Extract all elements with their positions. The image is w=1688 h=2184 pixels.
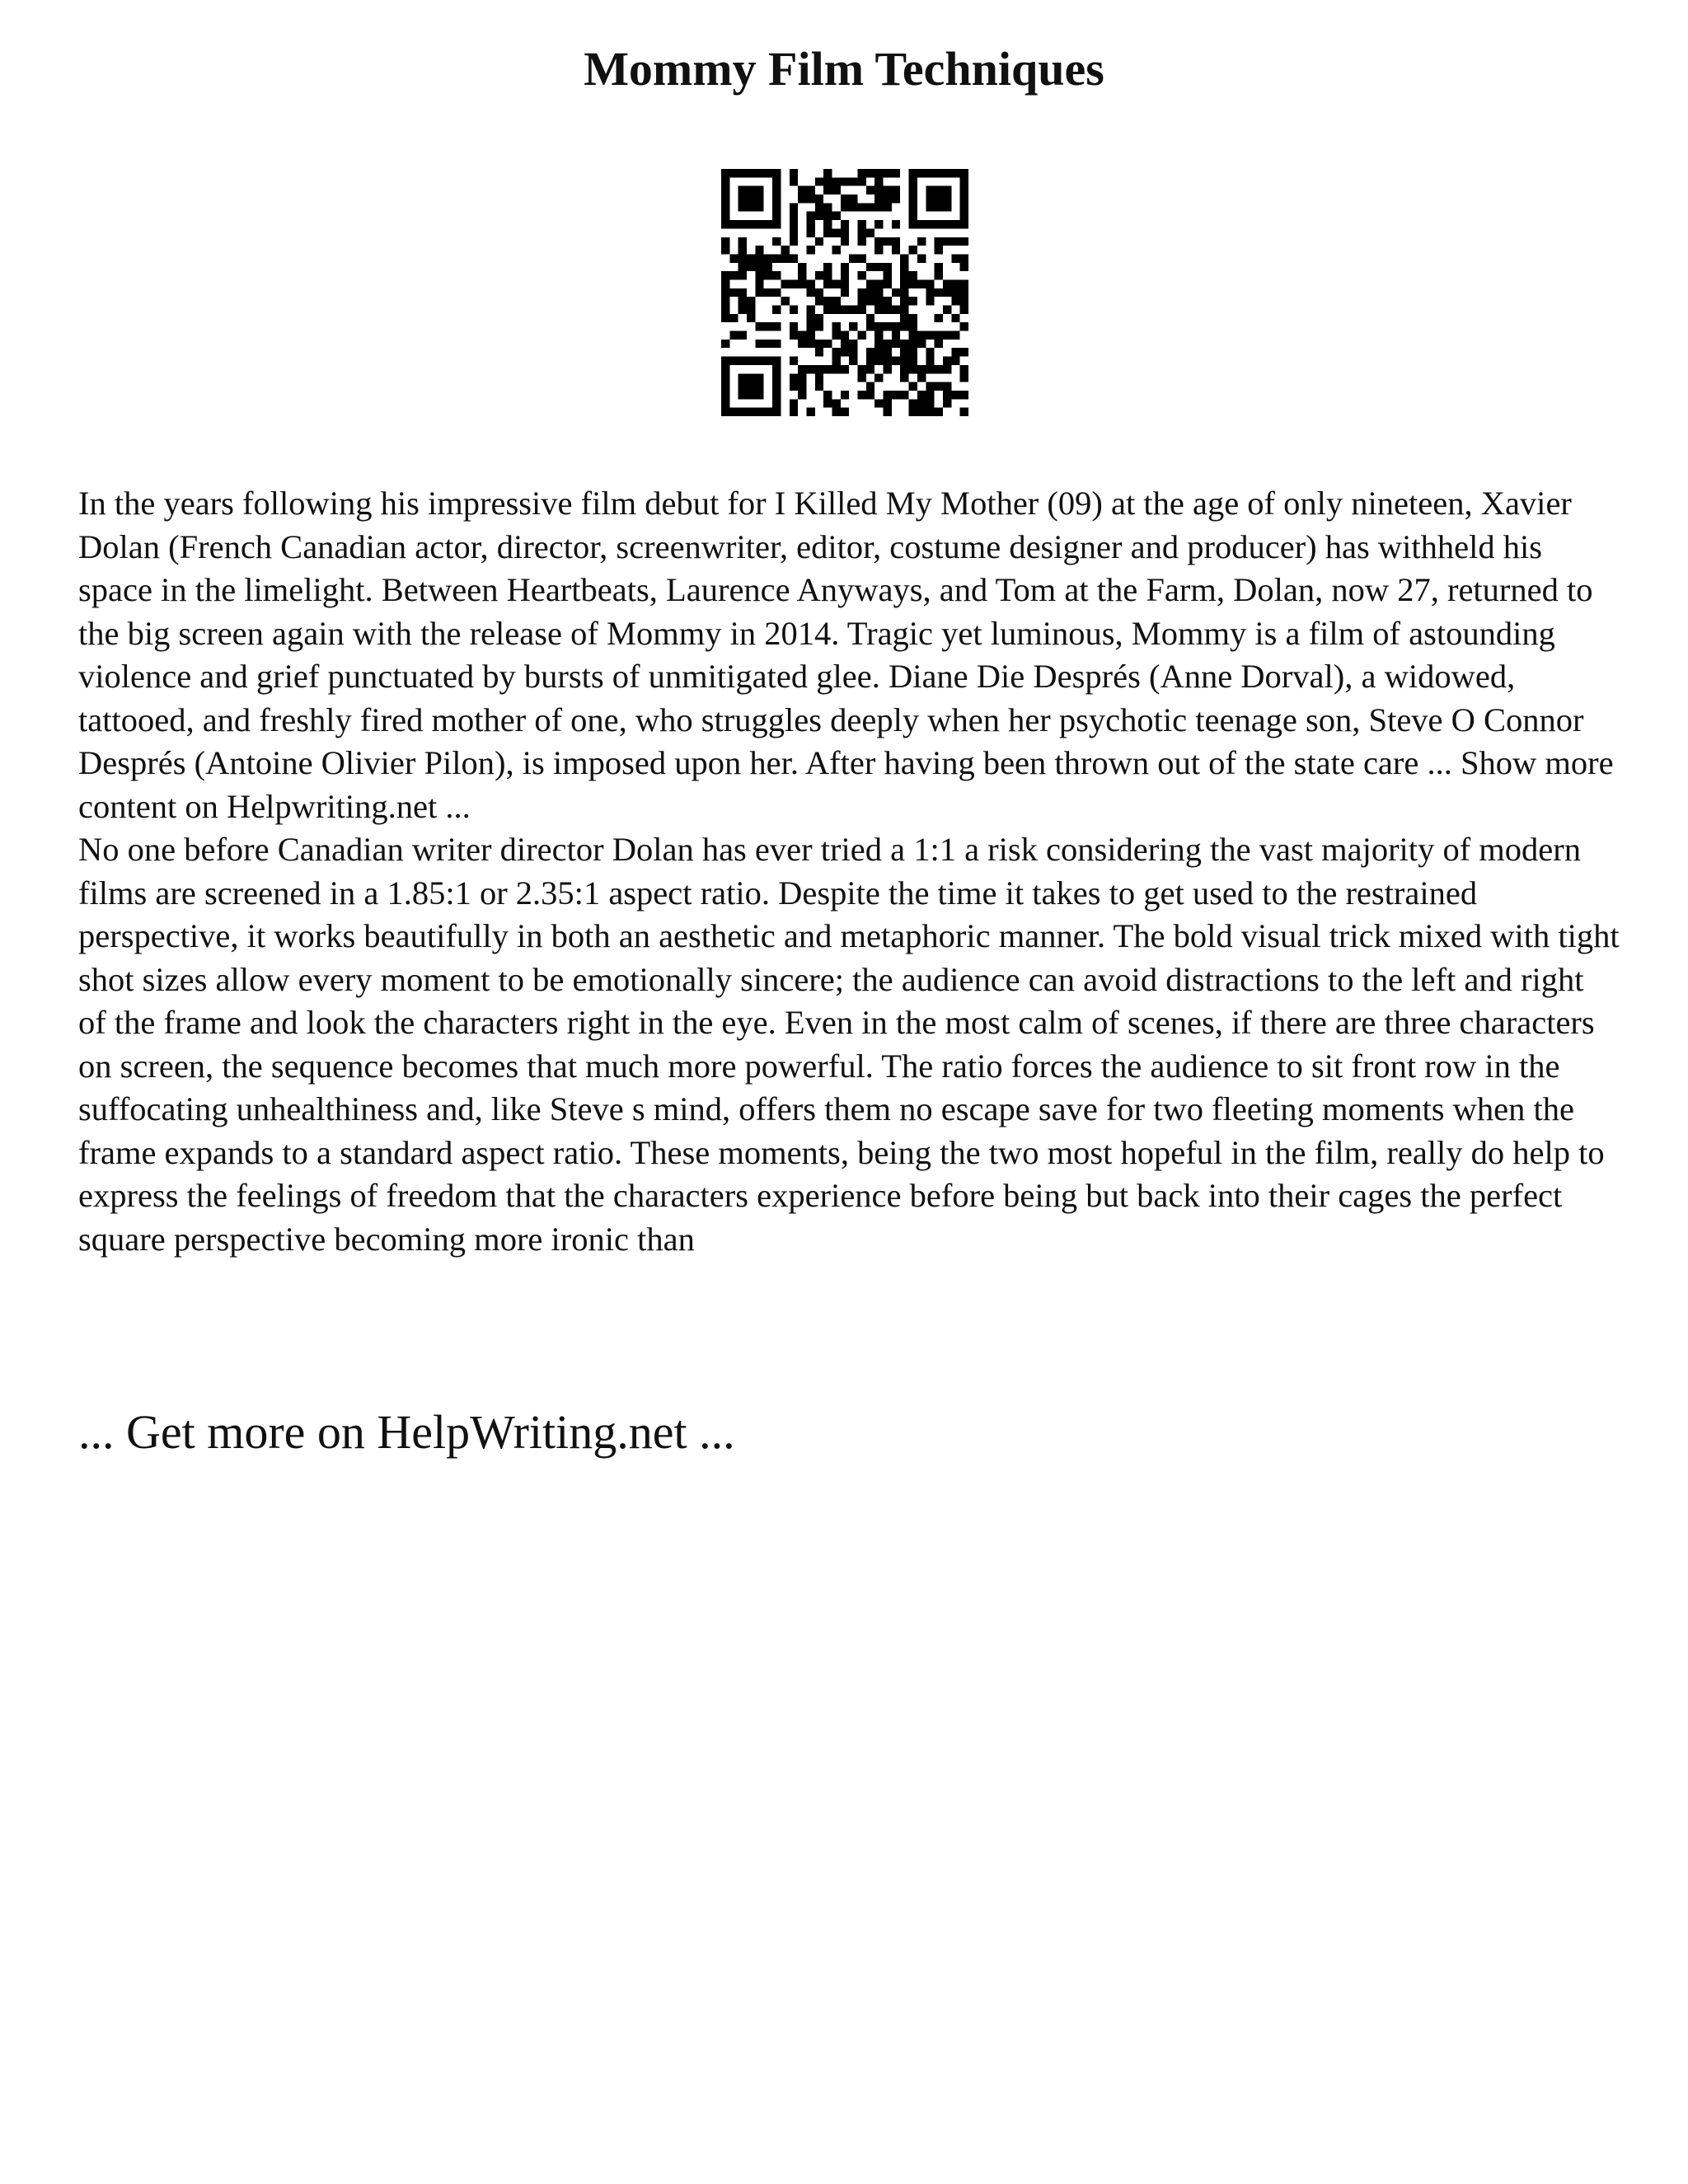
page-title: Mommy Film Techniques <box>584 42 1104 96</box>
get-more-link[interactable]: ... Get more on HelpWriting.net ... <box>78 1405 735 1459</box>
paragraph-intro: In the years following his impressive film debut for I Killed My Mother (09) at the age of only nineteen, Xavier Dolan (French Canadian actor, director, screenwriter, editor, costume designer and producer) has withheld his space in the limelight. Between Heartbeats, Laurence Anyways, and Tom at the Farm, Dolan, now 27, returned to the big screen again with the release of Mommy in 2014. Tragic yet luminous, Mommy is a film of astounding violence and grief punctuated by bursts of unmitigated glee. Diane Die Després (Anne Dorval), a widowed, tattooed, and freshly fired mother of one, who struggles deeply when her psychotic teenage son, Steve O Connor Després (Antoine Olivier Pilon), is imposed upon her. After having been thrown out of the state care ... Show more content on Helpwriting.net ... <box>78 485 1614 825</box>
qr-code <box>721 169 968 416</box>
article-body <box>78 482 1620 1261</box>
paragraph-aspect-ratio: No one before Canadian writer director Dolan has ever tried a 1:1 a risk considering the vast majority of modern films are screened in a 1.85:1 or 2.35:1 aspect ratio. Despite the time it takes to get used to the restrained perspective, it works beautifully in both an aesthetic and metaphoric manner. The bold visual trick mixed with tight shot sizes allow every moment to be emotionally sincere; the audience can avoid distractions to the left and right of the frame and look the characters right in the eye. Even in the most calm of scenes, if there are three characters on screen, the sequence becomes that much more powerful. The ratio forces the audience to sit front row in the suffocating unhealthiness and, like Steve s mind, offers them no escape save for two fleeting moments when the frame expands to a standard aspect ratio. These moments, being the two most hopeful in the film, really do help to express the feelings of freedom that the characters experience before being but back into their cages the perfect square perspective becoming more ironic than <box>78 831 1620 1258</box>
qr-code-icon <box>721 169 968 416</box>
